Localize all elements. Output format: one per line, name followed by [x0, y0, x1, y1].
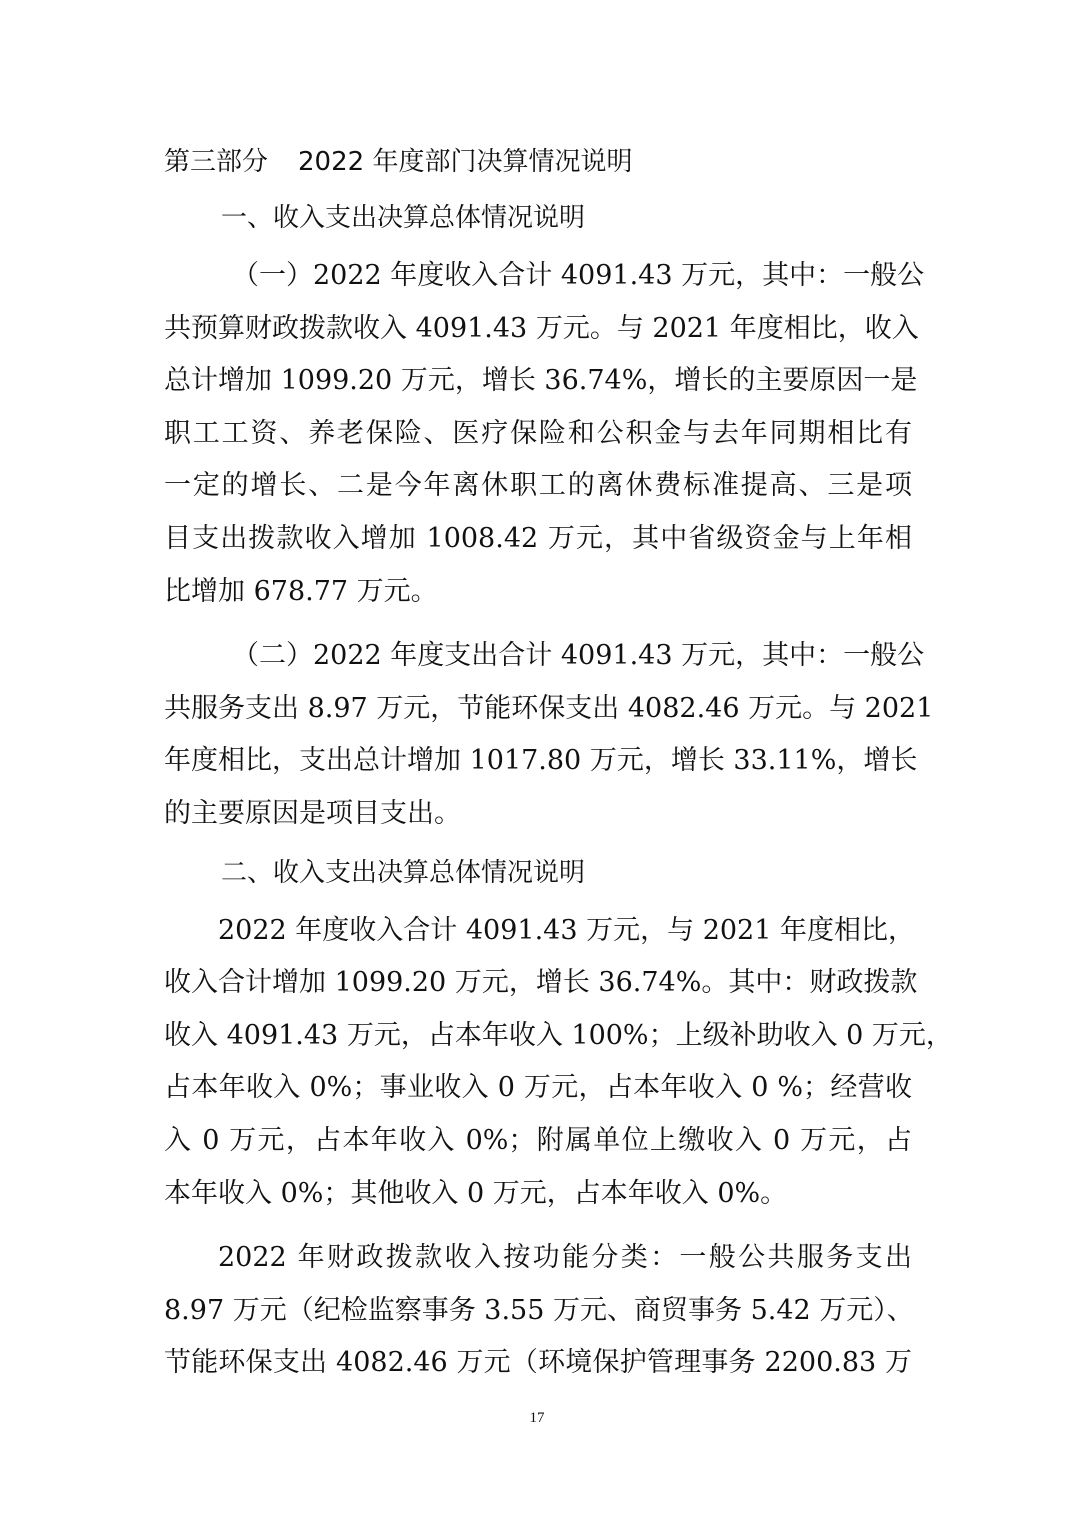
paragraph-line: 收入 4091.43 万元，占本年收入 100%；上级补助收入 0 万元， — [164, 1019, 953, 1051]
paragraph-line: 的主要原因是项目支出。 — [164, 797, 461, 829]
paragraph-line: （二）2022 年度支出合计 4091.43 万元，其中：一般公 — [232, 640, 925, 672]
paragraph-line: 比增加 678.77 万元。 — [164, 575, 438, 607]
part-title — [164, 142, 912, 182]
paragraph-line: 总计增加 1099.20 万元，增长 36.74%，增长的主要原因一是 — [164, 365, 918, 397]
paragraph-line: 2022 年度收入合计 4091.43 万元，与 2021 年度相比， — [218, 914, 915, 946]
section-heading-1: 一、收入支出决算总体情况说明 — [221, 203, 586, 233]
paragraph-income-detail — [164, 905, 953, 1221]
page-number: 17 — [529, 1410, 545, 1426]
paragraph-line: （一）2022 年度收入合计 4091.43 万元，其中：一般公 — [232, 260, 925, 291]
paragraph-line: 年度相比，支出总计增加 1017.80 万元，增长 33.11%，增长 — [164, 745, 918, 777]
paragraph-line: 职工工资、养老保险、医疗保险和公积金与去年同期相比有 — [164, 417, 912, 449]
paragraph-income-summary — [164, 250, 925, 618]
paragraph-line: 占本年收入 0%；事业收入 0 万元，占本年收入 0 %；经营收 — [164, 1072, 912, 1104]
paragraph-line: 一定的增长、二是今年离休职工的离休费标准提高、三是项 — [164, 470, 912, 502]
part-title-text: 2022 年度部门决算情况说明 — [298, 147, 633, 177]
paragraph-line: 收入合计增加 1099.20 万元，增长 36.74%。其中：财政拨款 — [164, 967, 918, 999]
section-heading-2: 二、收入支出决算总体情况说明 — [221, 857, 586, 888]
paragraph-line: 本年收入 0%；其他收入 0 万元，占本年收入 0%。 — [164, 1177, 788, 1209]
paragraph-line: 共预算财政拨款收入 4091.43 万元。与 2021 年度相比，收入 — [164, 312, 919, 344]
paragraph-expense-summary — [164, 630, 934, 840]
paragraph-line: 8.97 万元（纪检监察事务 3.55 万元、商贸事务 5.42 万元）、 — [164, 1294, 914, 1326]
paragraph-line: 共服务支出 8.97 万元，节能环保支出 4082.46 万元。与 2021 — [164, 692, 934, 724]
paragraph-line: 入 0 万元，占本年收入 0%；附属单位上缴收入 0 万元，占 — [164, 1124, 912, 1156]
paragraph-functional-classification — [164, 1232, 912, 1390]
part-title-label: 第三部分 — [164, 147, 269, 177]
page-content — [164, 142, 953, 1402]
paragraph-line: 节能环保支出 4082.46 万元（环境保护管理事务 2200.83 万 — [164, 1347, 912, 1379]
paragraph-line: 2022 年财政拨款收入按功能分类：一般公共服务支出 — [218, 1242, 912, 1274]
paragraph-line: 目支出拨款收入增加 1008.42 万元，其中省级资金与上年相 — [164, 522, 912, 554]
